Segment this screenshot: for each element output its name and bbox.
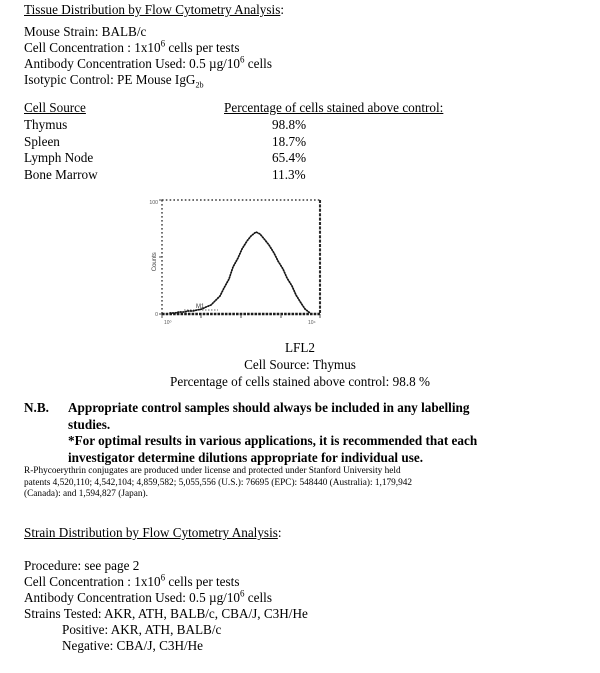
tissue-distribution-heading [24, 2, 284, 17]
note-label: N.B. [24, 400, 49, 415]
figure-cell-source-caption [0, 357, 600, 373]
mouse-strain-text: Mouse Strain: BALB/c [24, 24, 147, 39]
table-row [24, 167, 484, 183]
cell-source-value: Spleen [24, 133, 60, 149]
percentage-value: 11.3% [272, 166, 306, 182]
histogram-svg [148, 196, 338, 334]
figure-cell-source-text: Cell Source: Thymus [244, 357, 356, 372]
cell-source-value: Bone Marrow [24, 166, 98, 182]
tissue-results-table [24, 100, 484, 183]
percentage-value: 65.4% [272, 150, 307, 166]
patent-notice-line-2: patents 4,520,110; 4,542,104; 4,859,582; 5,055,556 (U.S.): 76695 (EPC): 548440 (Australia): 1,179,942 [24, 477, 413, 488]
figure-x-axis-caption [0, 340, 600, 356]
flow-cytometry-histogram [148, 196, 338, 334]
strains-positive-text: Positive: AKR, ATH, BALB/c [62, 622, 222, 637]
strain-antibody-prefix: Antibody Concentration Used: 0.5 µg/10 [24, 590, 241, 605]
strains-negative-text: Negative: CBA/J, C3H/He [62, 638, 204, 653]
isotypic-control-subscript: 2b [195, 80, 204, 90]
strain-distribution-heading-text: Strain Distribution by Flow Cytometry Analysis [24, 525, 278, 540]
isotypic-control-prefix: Isotypic Control: PE Mouse IgG [24, 72, 196, 87]
cell-source-value: Lymph Node [24, 150, 94, 166]
strain-antibody-suffix: cells [244, 590, 272, 605]
figure-percentage-caption [0, 374, 600, 390]
histogram-y-axis-label: Counts [151, 252, 158, 272]
strain-cell-concentration-prefix: Cell Concentration : 1x10 [24, 574, 161, 589]
procedure-line [24, 558, 139, 574]
note-paragraph-2: *For optimal results in various applications, it is recommended that each investigator determine dilutions appropriate for individual use. [68, 433, 478, 465]
tissue-cell-concentration-exponent: 6 [160, 38, 166, 49]
percentage-value: 18.7% [272, 133, 307, 149]
histogram-y-tick-zero: 0 [155, 312, 158, 318]
strain-antibody-exponent: 6 [240, 588, 245, 599]
strain-antibody-concentration-line [24, 590, 272, 606]
patent-notice [24, 466, 494, 501]
figure-x-axis-label-text: LFL2 [284, 340, 316, 355]
histogram-axes [162, 200, 320, 314]
strain-cell-concentration-line [24, 574, 239, 590]
strain-distribution-heading-colon: : [277, 525, 282, 540]
histogram-trace [170, 232, 310, 313]
procedure-text: Procedure: see page 2 [24, 558, 140, 573]
tissue-distribution-heading-colon: : [280, 2, 285, 17]
strain-cell-concentration-suffix: cells per tests [165, 574, 240, 589]
strains-tested-line [24, 606, 308, 622]
strain-cell-concentration-exponent: 6 [160, 572, 166, 583]
patent-notice-line-1: R-Phycoerythrin conjugates are produced under license and protected under Stanford University held [24, 466, 401, 476]
note-body [68, 400, 496, 466]
tissue-distribution-heading-text: Tissue Distribution by Flow Cytometry Analysis [24, 2, 281, 17]
histogram-x-tick-max: 10⁴ [308, 320, 316, 326]
table-row [24, 117, 484, 133]
figure-percentage-text: Percentage of cells stained above control: 98.8 % [170, 374, 430, 389]
histogram-marker-label: M1 [196, 304, 205, 310]
mouse-strain-line [24, 24, 146, 40]
strains-tested-text: Strains Tested: AKR, ATH, BALB/c, CBA/J, C3H/He [24, 606, 308, 621]
table-row [24, 134, 484, 150]
histogram-y-tick-top: 100 [149, 200, 158, 206]
tissue-cell-concentration-suffix: cells per tests [165, 40, 240, 55]
isotypic-control-line [24, 72, 204, 88]
strains-positive-line [62, 622, 221, 638]
note-paragraph-1: Appropriate control samples should always be included in any labelling studies. [68, 400, 470, 432]
column-header-percentage: Percentage of cells stained above control: [224, 100, 444, 115]
cell-source-value: Thymus [24, 117, 68, 133]
strains-negative-line [62, 638, 203, 654]
tissue-cell-concentration-line [24, 40, 239, 56]
strain-distribution-heading [24, 525, 282, 540]
tissue-cell-concentration-prefix: Cell Concentration : 1x10 [24, 40, 161, 55]
percentage-value: 98.8% [272, 117, 307, 133]
tissue-antibody-exponent: 6 [240, 54, 245, 65]
table-header-row [24, 100, 484, 117]
tissue-antibody-prefix: Antibody Concentration Used: 0.5 µg/10 [24, 56, 241, 71]
column-header-cell-source: Cell Source [24, 100, 86, 115]
patent-notice-line-3: (Canada): and 1,594,827 (Japan). [24, 489, 148, 500]
table-row [24, 150, 484, 166]
histogram-x-tick-min: 10⁰ [164, 320, 172, 326]
tissue-antibody-concentration-line [24, 56, 272, 72]
tissue-antibody-suffix: cells [244, 56, 272, 71]
